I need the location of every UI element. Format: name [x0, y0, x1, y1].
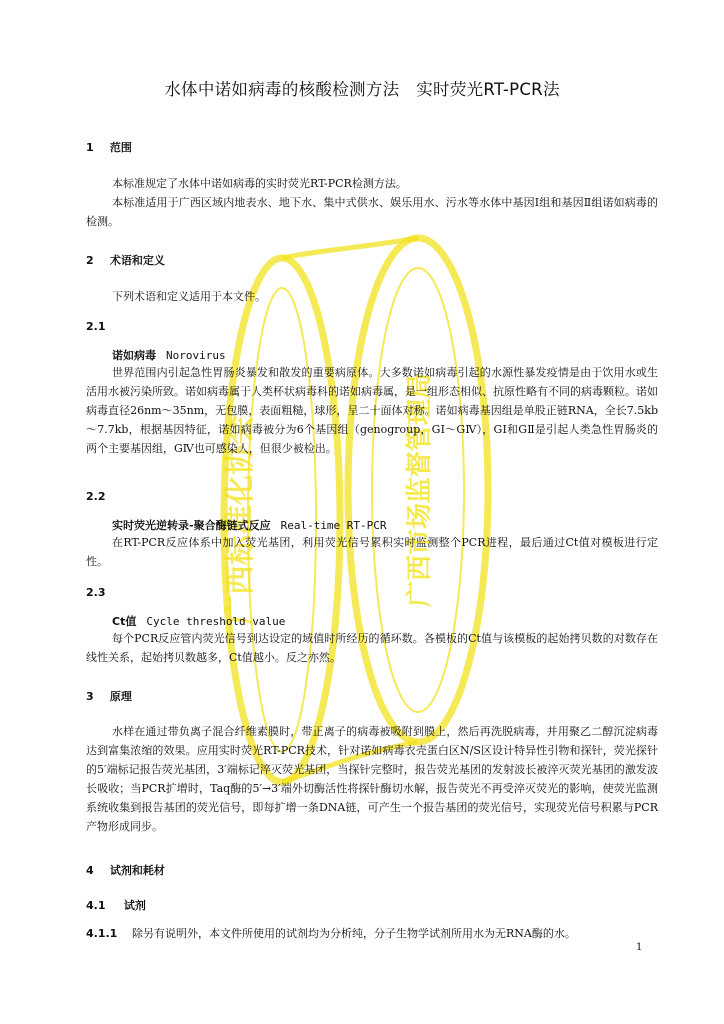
document-title: 水体中诺如病毒的核酸检测方法 实时荧光RT-PCR法 [164, 80, 560, 99]
term-2-3-number: 2.3 [86, 586, 106, 599]
term-english: Cycle threshold value [146, 615, 286, 628]
term-2-2-title [112, 517, 387, 533]
subsection-4-1-heading [86, 897, 146, 913]
term-chinese: 实时荧光逆转录-聚合酶链式反应 [112, 519, 271, 532]
section-title: 原理 [109, 690, 132, 703]
page-number: 1 [636, 942, 643, 953]
seal-text-left: 广西标准化协会 [223, 415, 258, 625]
term-2-1-number: 2.1 [86, 320, 106, 333]
term-chinese: 诺如病毒 [112, 349, 156, 362]
term-2-2-number: 2.2 [86, 490, 106, 503]
term-2-3-definition: 每个PCR反应管内荧光信号到达设定的域值时所经历的循环数。各模板的Ct值与该模板的起始拷贝数的对数存在线性关系，起始拷贝数越多，Ct值越小。反之亦然。 [86, 632, 658, 664]
subsection-title: 试剂 [123, 899, 146, 912]
seal-text-right: 广西市场监督管理局 [405, 372, 435, 608]
term-chinese: Ct值 [112, 615, 137, 628]
clause-4-1-1 [86, 924, 658, 943]
section-4-heading [86, 862, 165, 878]
section-title: 术语和定义 [109, 254, 165, 267]
section-1-paragraph-2: 本标准适用于广西区域内地表水、地下水、集中式供水、娱乐用水、污水等水体中基因Ⅰ组和基因Ⅱ组诺如病毒的检测。 [86, 196, 658, 228]
section-title: 范围 [109, 141, 132, 154]
section-1-heading [86, 139, 132, 155]
section-number: 2 [86, 254, 94, 267]
section-number: 3 [86, 690, 94, 703]
section-1-paragraph-1: 本标准规定了水体中诺如病毒的实时荧光RT-PCR检测方法。 [112, 177, 407, 190]
clause-number: 4.1.1 [86, 927, 118, 940]
subsection-number: 4.1 [86, 899, 106, 912]
section-2-intro: 下列术语和定义适用于本文件。 [112, 290, 266, 303]
section-title: 试剂和耗材 [109, 864, 165, 877]
section-3-heading [86, 688, 132, 704]
section-2-heading [86, 252, 165, 268]
clause-text: 除另有说明外，本文件所使用的试剂均为分析纯，分子生物学试剂所用水为无RNA酶的水。 [132, 927, 576, 940]
term-2-1-definition: 世界范围内引起急性胃肠炎暴发和散发的重要病原体。大多数诺如病毒引起的水源性暴发疫情是由于饮用水或生活用水被污染所致。诺如病毒属于人类杯状病毒科的诺如病毒属，是一组形态相似、抗原性略有不同的病毒颗粒。诺如病毒直径26nm～35nm，无包膜，表面粗糙，球形，呈二十面体对称。诺如病毒基因组是单股正链RNA，全长7.5kb～7.7kb，根据基因特征，诺如病毒被分为6个基因组（genogroup，GⅠ～GⅣ），GⅠ和GⅡ是引起人类急性胃肠炎的两个主要基因组，GⅣ也可感染人，但很少被检出。 [86, 366, 658, 455]
section-3-body: 水样在通过带负离子混合纤维素膜时，带正离子的病毒被吸附到膜上，然后再洗脱病毒，并用聚乙二醇沉淀病毒达到富集浓缩的效果。应用实时荧光RT-PCR技术，针对诺如病毒衣壳蛋白区N/S区设计特异性引物和探针，荧光探针的5′端标记报告荧光基团，3′端标记淬灭荧光基团，当探针完整时，报告荧光基团的发射波长被淬灭荧光基团的激发波长吸收；当PCR扩增时，Taq酶的5′→3′端外切酶活性将探针酶切水解，报告荧光不再受淬灭荧光的影响，使荧光监测系统收集到报告基团的荧光信号，即每扩增一条DNA链，可产生一个报告基团的荧光信号，实现荧光信号积累与PCR产物形成同步。 [86, 725, 658, 833]
term-english: Norovirus [166, 349, 226, 362]
section-number: 4 [86, 864, 94, 877]
term-2-2-definition: 在RT-PCR反应体系中加入荧光基团，利用荧光信号累积实时监测整个PCR进程，最后通过Ct值对模板进行定性。 [86, 536, 658, 568]
section-number: 1 [86, 141, 94, 154]
term-2-1-title [112, 347, 226, 363]
term-english: Real-time RT-PCR [280, 519, 387, 532]
term-2-3-title [112, 613, 285, 629]
